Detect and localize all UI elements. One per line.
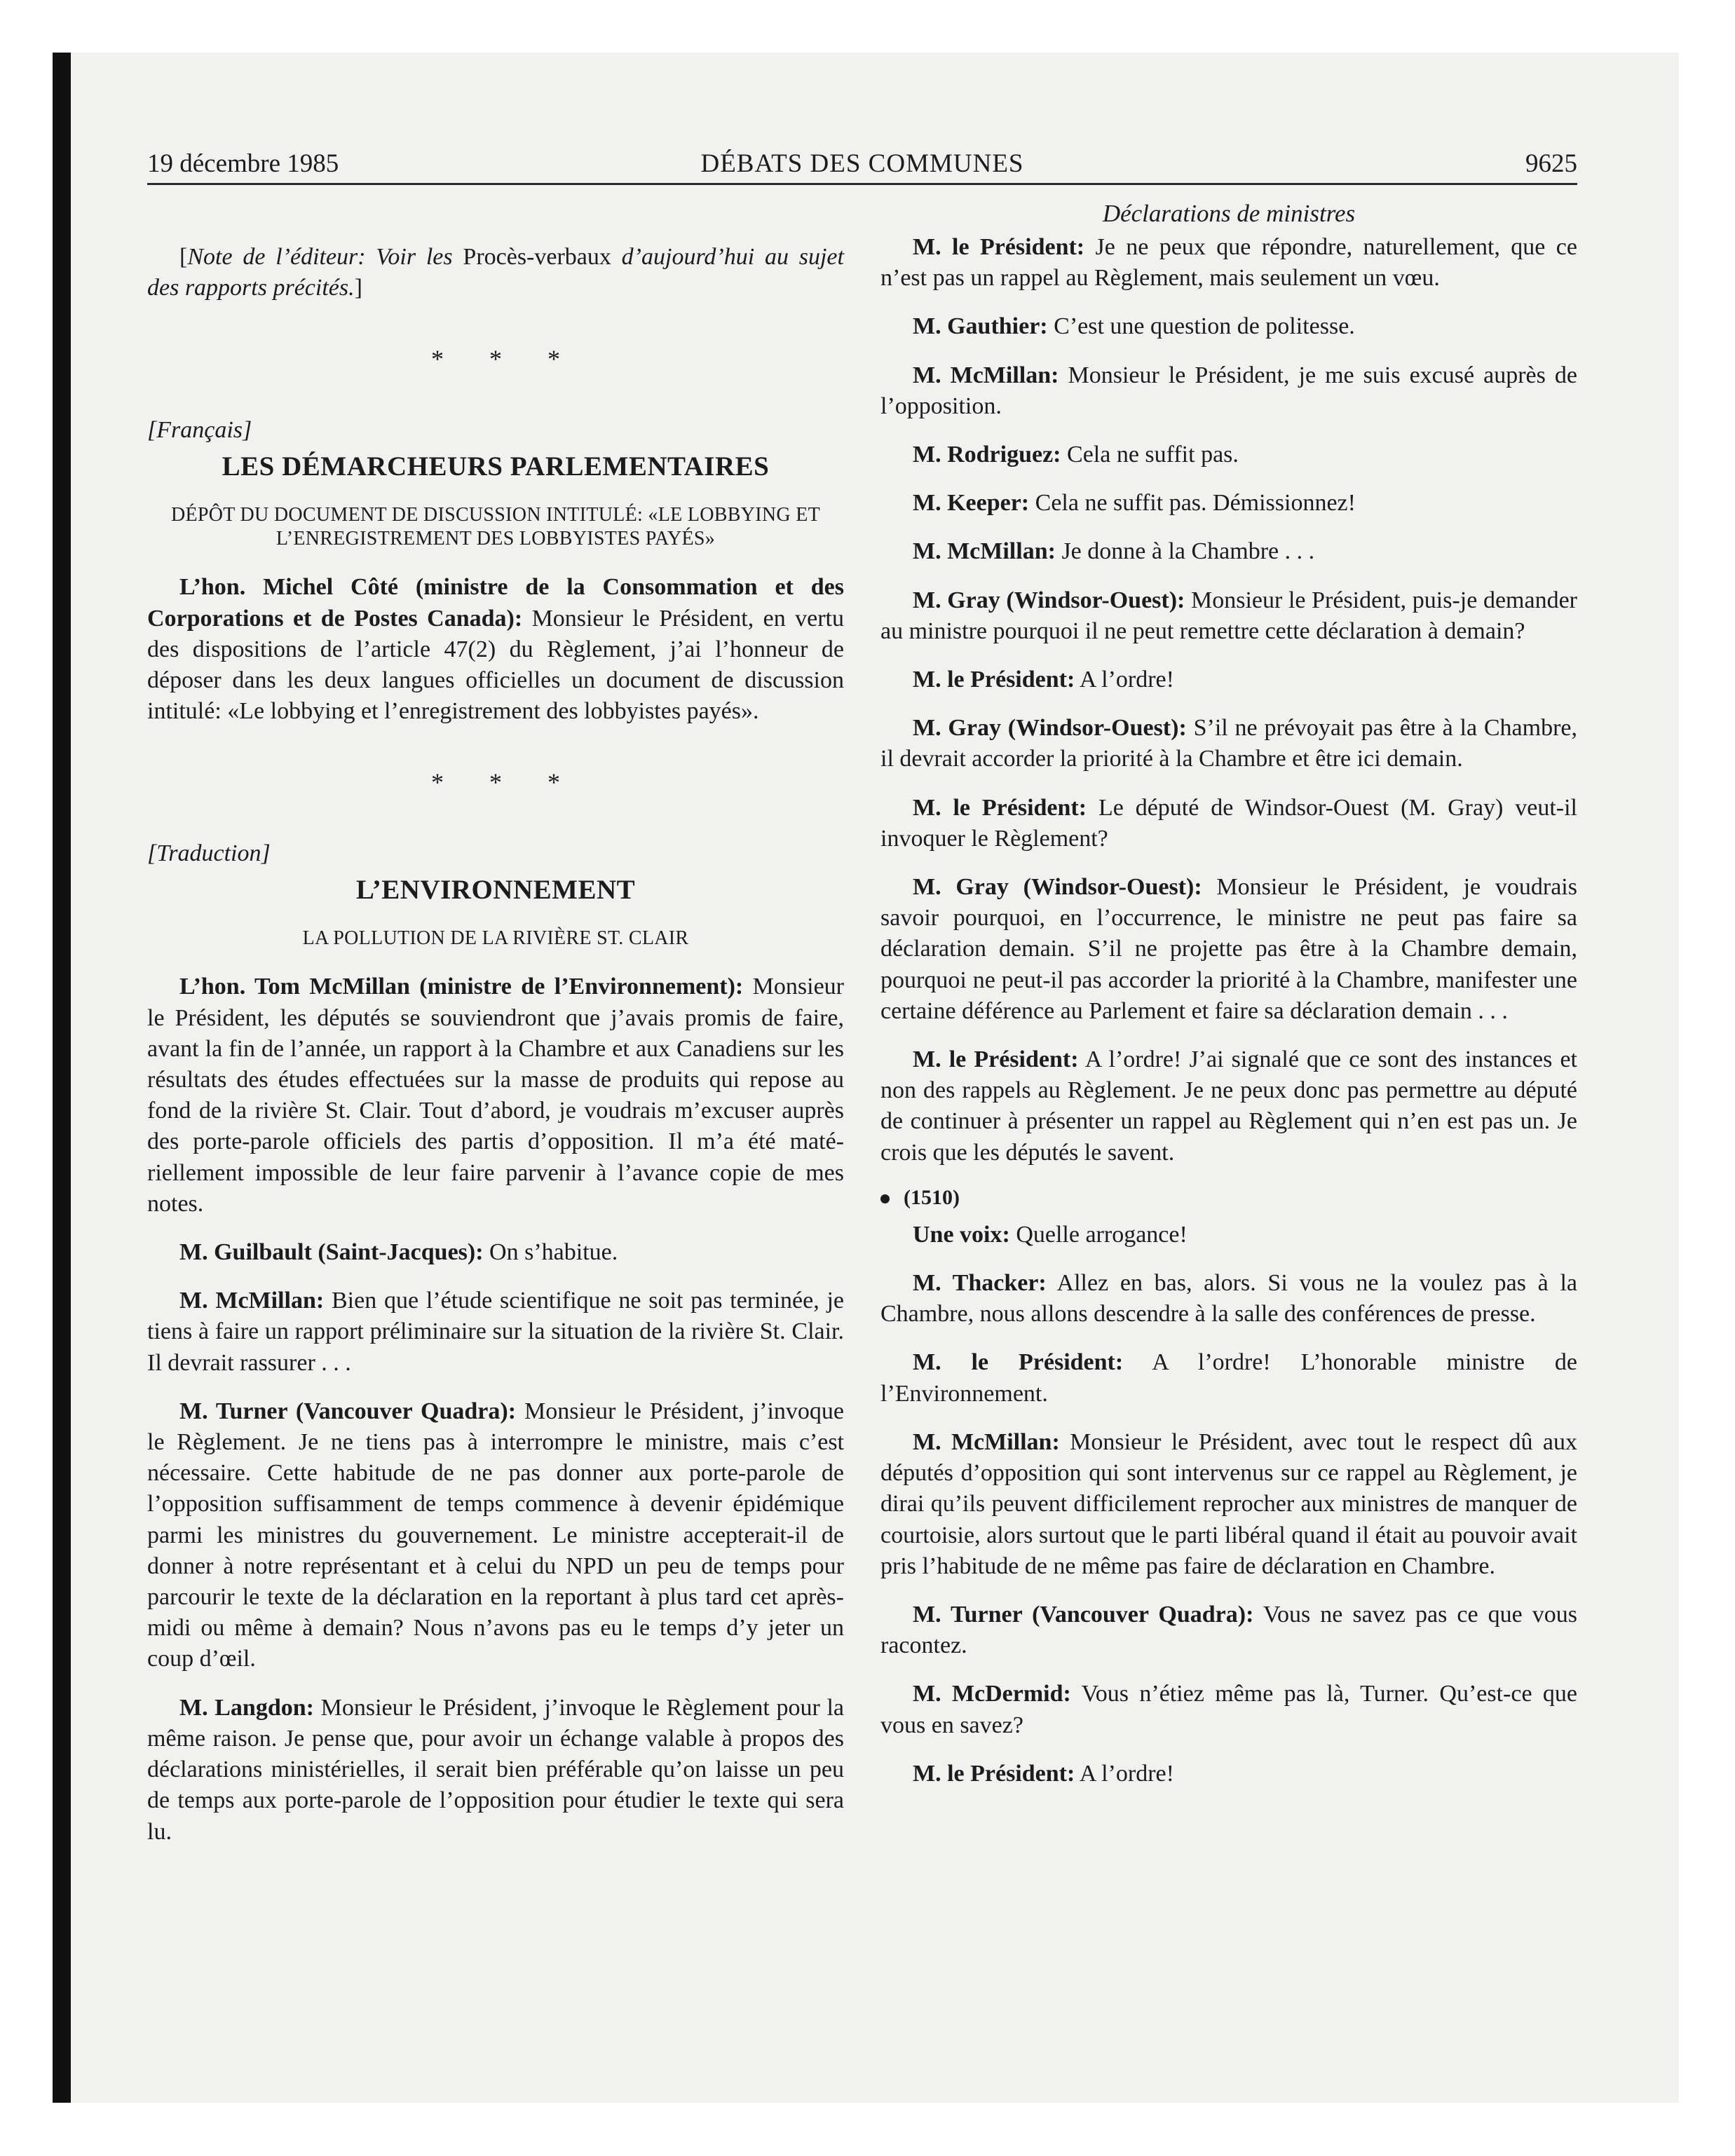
speaker-name: M. le Président: (913, 794, 1087, 821)
column-subtitle: Déclarations de ministres (1102, 200, 1356, 227)
speaker-name: M. Keeper: (913, 490, 1030, 517)
speech-paragraph (880, 585, 1577, 647)
speech-paragraph (147, 1237, 844, 1268)
speaker-name: M. le Président: (913, 234, 1085, 260)
speaker-name: M. McMillan: (913, 538, 1056, 565)
speaker-name: M. le Président: (913, 1760, 1075, 1787)
speech-text: Cela ne suffit pas. Démissionnez! (1029, 490, 1356, 517)
speech-text: A l’ordre! (1075, 667, 1174, 693)
speech-paragraph (147, 1396, 844, 1675)
speech-paragraph (880, 1679, 1577, 1740)
speech-paragraph (880, 1044, 1577, 1168)
speech-paragraph (880, 488, 1577, 519)
speaker-name: M. McDermid: (913, 1681, 1071, 1707)
speech-paragraph (880, 360, 1577, 422)
speech-paragraph (880, 713, 1577, 775)
speech-paragraph (880, 1759, 1577, 1789)
speaker-name: M. Gauthier: (913, 313, 1048, 340)
speaker-name: M. le Président: (913, 667, 1075, 693)
section-separator: * * * (431, 345, 580, 374)
speech-text: Bien que l’étude scientifique ne soit pas terminée, je tiens à faire un rapport préliminaire sur la situation de la rivière St. Clair. Il devrait rassurer . . . (147, 1288, 845, 1376)
speech-paragraph (880, 1220, 1577, 1250)
speaker-name: M. Rodriguez: (913, 442, 1061, 468)
speaker-name: M. McMillan: (179, 1288, 325, 1314)
speech-paragraph (147, 1693, 844, 1848)
speech-text: Vous n’étiez même pas là, Turner. Qu’est-ce que vous en savez? (880, 1681, 1577, 1738)
speaker-name: M. Langdon: (179, 1694, 314, 1721)
left-column (147, 242, 844, 1865)
speech-text: Monsieur le Président, en vertu des dispositions de l’article 47(2) du Règlement, j’ai l’honneur de déposer dans les deux langues officielles un document de discussion intitulé: «Le lobbying et l’enregistrement des lobbyistes payés». (147, 605, 844, 725)
speech-text: Quelle arrogance! (1009, 1221, 1188, 1248)
speech-text: A l’ordre! L’honorable ministre de l’Environnement. (880, 1349, 1577, 1407)
speech-paragraph (880, 1599, 1577, 1661)
speech-paragraph (147, 1285, 844, 1379)
speech-text: Monsieur le Président, j’invoque le Règlement. Je ne tiens pas à interrompre le ministre, mais c’est nécessaire. Cette habitude de ne pas donner aux porte-parole de l’opposition suffisamment de temps commence à devenir épidémique parmi les ministres du gouvernement. Le ministre accepterait-il de donner à notre représentant et à celui du NPD un peu de temps pour parcourir le texte de la déclaration en la reportant à plus tard cet après-midi ou même à demain? Nous n’avons pas eu le temps d’y jeter un coup d’œil. (147, 1398, 845, 1672)
page-number: 9625 (1525, 149, 1577, 178)
speaker-name: M. Guilbault (Saint-Jacques): (179, 1239, 484, 1266)
editor-note: [Note de l’éditeur: Voir les Procès-verbaux d’aujourd’hui au sujet des rapports précités.] (147, 244, 844, 301)
running-header (147, 144, 1577, 185)
speech-paragraph (880, 872, 1577, 1027)
speaker-name: M. McMillan: (913, 1428, 1060, 1455)
hansard-page (147, 144, 1577, 1845)
header-title: DÉBATS DES COMMUNES (700, 149, 1024, 178)
speech-paragraph (880, 439, 1577, 470)
speech-text: Vous ne savez pas ce que vous racontez. (880, 1601, 1577, 1659)
header-date: 19 décembre 1985 (147, 149, 339, 178)
right-column (880, 200, 1577, 1807)
speech-paragraph (147, 572, 844, 727)
scan-edge-bar (53, 53, 71, 2103)
section-separator: * * * (431, 768, 580, 797)
speech-text: Monsieur le Président, je voudrais savoir pourquoi, en l’occurrence, le ministre ne peut pas faire sa déclaration demain. S’il ne projette pas être à la Chambre demain, pourquoi ne peut-il pas accorder la priorité à la Chambre, manifester une certaine déférence au Parlement et faire sa déclaration demain . . . (880, 874, 1577, 1024)
section-subheading: DÉPÔT DU DOCUMENT DE DISCUSSION INTITULÉ: «LE LOBBYING ET L’ENREGISTREMENT DES LOBBYISTES PAYÉS» (170, 504, 821, 550)
section-heading: L’ENVIRONNEMENT (355, 875, 636, 906)
speaker-name: M. Gray (Windsor-Ouest): (913, 587, 1185, 613)
speech-text: On s’habitue. (483, 1239, 618, 1266)
speech-text: Monsieur le Président, j’invoque le Règlement pour la même raison. Je pense que, pour avoir un échange valable à propos des déclarations ministérielles, il serait bien préférable qu’on laisse un peu de temps aux porte-parole de l’opposition pour étudier le texte qui sera lu. (147, 1694, 844, 1845)
bullet-icon (880, 1194, 890, 1203)
speaker-name: M. Gray (Windsor-Ouest): (913, 715, 1187, 742)
speech-text: Je donne à la Chambre . . . (1055, 538, 1315, 565)
speech-text: C’est une question de politesse. (1047, 313, 1355, 340)
speech-text: Monsieur le Président, puis-je demander au ministre pourquoi il ne peut remettre cette déclaration à demain? (880, 587, 1577, 644)
speech-paragraph (880, 1268, 1577, 1330)
speech-text: Monsieur le Président, avec tout le respect dû aux députés d’opposition qui sont intervenus sur ce rappel au Règlement, je dirai qu’ils peuvent difficilement reprocher aux ministres de manquer de courtoisie, alors surtout que le parti libéral quand il était au pouvoir avait pris l’habitude de ne même pas faire de déclaration en Chambre. (880, 1428, 1577, 1579)
language-label: [Traduction] (147, 840, 271, 867)
speech-paragraph (880, 664, 1577, 695)
speech-text: Cela ne suffit pas. (1061, 442, 1239, 468)
time-stamp: (1510) (904, 1185, 960, 1209)
speech-text: Je ne peux que répondre, naturellement, que ce n’est pas un rappel au Règlement, mais seulement un vœu. (880, 234, 1577, 292)
speech-paragraph (880, 232, 1577, 294)
speaker-name: M. Turner (Vancouver Quadra): (179, 1398, 517, 1424)
speech-paragraph (880, 536, 1577, 567)
speech-paragraph (880, 1347, 1577, 1409)
speech-text: A l’ordre! J’ai signalé que ce sont des instances et non des rappels au Règlement. Je ne peux donc pas permettre au député de continuer à présenter un rappel au Règlement qui n’en est pas un. Je crois que les députés le savent. (880, 1046, 1577, 1166)
speaker-name: L’hon. Michel Côté (ministre de la Consommation et des Corporations et de Postes Canada): (147, 574, 844, 632)
time-marker (880, 1186, 1577, 1210)
language-label: [Français] (147, 417, 252, 444)
speech-paragraph (880, 793, 1577, 854)
speech-paragraph (880, 1427, 1577, 1582)
speech-text: Le député de Windsor-Ouest (M. Gray) veut-il invoquer le Règlement? (880, 794, 1577, 852)
section-heading: LES DÉMARCHEURS PARLEMENTAIRES (222, 451, 770, 482)
speaker-name: Une voix: (913, 1221, 1010, 1248)
speech-text: S’il ne prévoyait pas être à la Chambre, il devrait accorder la priorité à la Chambre et être ici demain. (880, 715, 1577, 772)
speaker-name: L’hon. Tom McMillan (ministre de l’Environnement): (179, 974, 744, 1000)
speech-text: Monsieur le Président, les députés se souviendront que j’avais promis de faire, avant la fin de l’année, un rapport à la Chambre et aux Canadiens sur les résultats des études effectuées sur la masse de produits qui repose au fond de la rivière St. Clair. Tout d’abord, je voudrais m’excuser auprès des porte-parole officiels des partis d’opposition. Il m’a été matériellement impossible de leur faire parvenir à l’avance copie de mes notes. (147, 974, 844, 1217)
speaker-name: M. le Président: (913, 1349, 1124, 1376)
speaker-name: M. McMillan: (913, 362, 1059, 388)
section-subheading: LA POLLUTION DE LA RIVIÈRE ST. CLAIR (302, 927, 689, 950)
speaker-name: M. le Président: (913, 1046, 1079, 1073)
speaker-name: M. Thacker: (913, 1270, 1047, 1297)
speech-paragraph (880, 311, 1577, 342)
speaker-name: M. Gray (Windsor-Ouest): (913, 874, 1202, 901)
speech-paragraph (147, 971, 844, 1220)
speech-text: A l’ordre! (1075, 1760, 1174, 1787)
speech-text: Monsieur le Président, je me suis excusé auprès de l’opposition. (880, 362, 1577, 419)
speech-text: Allez en bas, alors. Si vous ne la voulez pas à la Chambre, nous allons descendre à la salle des conférences de presse. (880, 1270, 1577, 1328)
speaker-name: M. Turner (Vancouver Quadra): (913, 1601, 1254, 1628)
